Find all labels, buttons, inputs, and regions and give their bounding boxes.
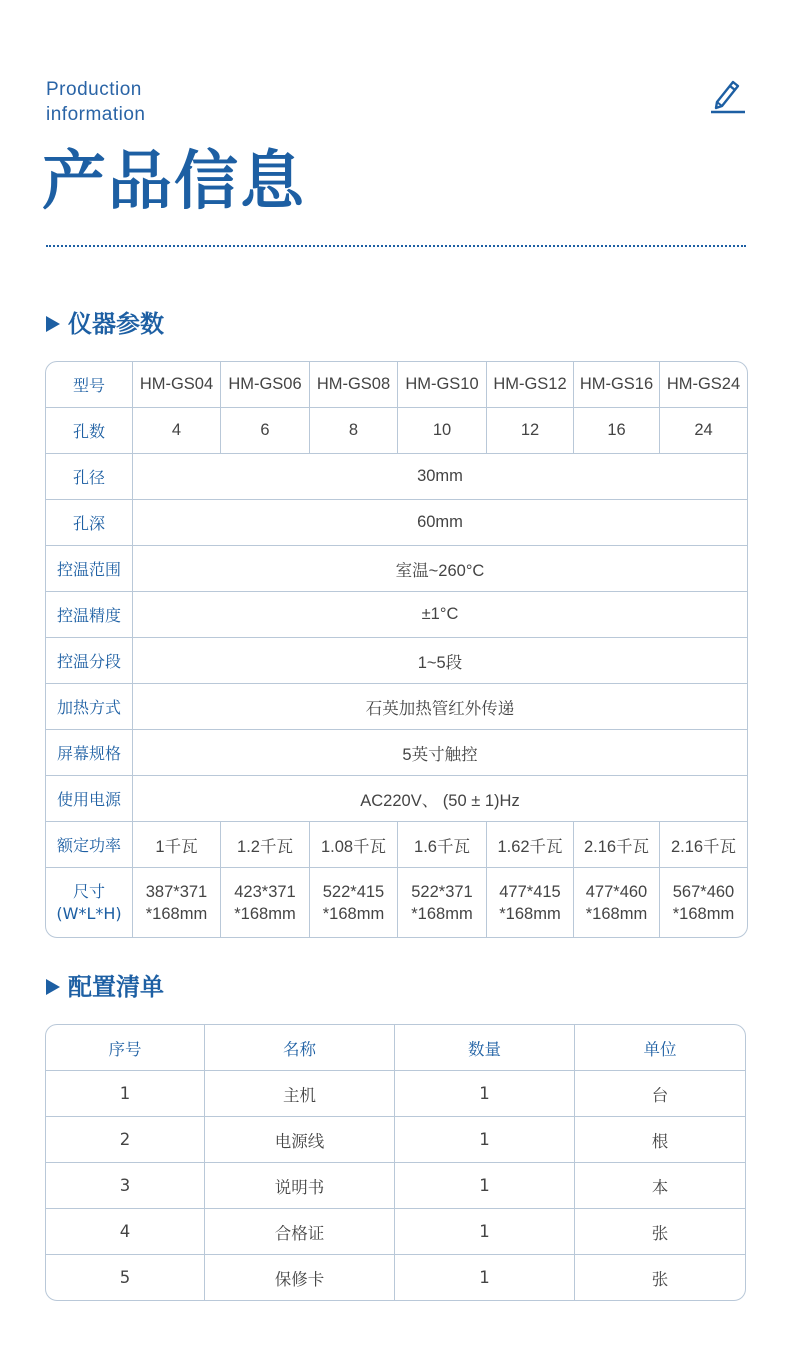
english-title-line2: information xyxy=(46,104,146,125)
dotted-divider xyxy=(46,245,746,247)
table-row xyxy=(46,408,747,454)
spec-table xyxy=(45,361,748,938)
model-cell: HM-GS10 xyxy=(398,362,487,408)
holes-cell: 12 xyxy=(487,408,574,454)
size-line2: *168mm xyxy=(672,904,735,923)
holes-cell: 16 xyxy=(574,408,660,454)
shared-value-cell: 60mm xyxy=(133,500,747,546)
size-line2: *168mm xyxy=(322,904,385,923)
table-row xyxy=(46,730,747,776)
table-cell: 1 xyxy=(395,1117,575,1163)
power-cell: 1.6千瓦 xyxy=(398,822,487,868)
size-line1: 522*371 xyxy=(411,882,473,901)
table-row xyxy=(46,500,747,546)
page-title: 产品信息 xyxy=(42,144,306,219)
table-row xyxy=(46,776,747,822)
size-line2: *168mm xyxy=(585,904,648,923)
holes-cell: 10 xyxy=(398,408,487,454)
size-line2: *168mm xyxy=(234,904,296,923)
size-cell xyxy=(398,868,487,937)
config-table xyxy=(45,1024,746,1301)
table-row xyxy=(46,592,747,638)
table-row xyxy=(46,1117,745,1163)
spec-section-title: 仪器参数 xyxy=(68,310,164,338)
model-cell: HM-GS12 xyxy=(487,362,574,408)
size-line2: *168mm xyxy=(499,904,561,923)
size-cell xyxy=(133,868,221,937)
size-line1: 423*371 xyxy=(234,882,296,901)
table-cell: 主机 xyxy=(205,1071,395,1117)
shared-value-cell: 室温~260°C xyxy=(133,546,747,592)
table-row xyxy=(46,1163,745,1209)
row-label: 屏幕规格 xyxy=(46,730,133,776)
power-cell: 1.08千瓦 xyxy=(310,822,398,868)
table-row xyxy=(46,1071,745,1117)
table-cell: 本 xyxy=(575,1163,745,1209)
shared-value-cell: 石英加热管红外传递 xyxy=(133,684,747,730)
table-cell: 说明书 xyxy=(205,1163,395,1209)
row-label: 加热方式 xyxy=(46,684,133,730)
table-cell: 1 xyxy=(395,1255,575,1300)
power-cell: 2.16千瓦 xyxy=(574,822,660,868)
table-row xyxy=(46,638,747,684)
table-cell: 合格证 xyxy=(205,1209,395,1255)
row-label: 控温分段 xyxy=(46,638,133,684)
shared-value-cell: 1~5段 xyxy=(133,638,747,684)
table-row xyxy=(46,454,747,500)
table-cell: 张 xyxy=(651,1269,669,1289)
row-label: 孔径 xyxy=(46,454,133,500)
size-cell xyxy=(221,868,310,937)
table-row xyxy=(46,1255,745,1300)
size-line1: 477*415 xyxy=(499,882,561,901)
size-line1: 477*460 xyxy=(585,882,648,901)
size-cell xyxy=(487,868,574,937)
shared-value-cell: AC220V、 (50 ± 1)Hz xyxy=(133,776,747,822)
holes-cell: 6 xyxy=(221,408,310,454)
config-section-heading xyxy=(46,972,164,1002)
row-label: 孔数 xyxy=(46,408,133,454)
column-header: 数量 xyxy=(395,1025,575,1071)
power-cell: 1.2千瓦 xyxy=(221,822,310,868)
table-row xyxy=(46,822,747,868)
row-label: 使用电源 xyxy=(46,776,133,822)
holes-cell: 8 xyxy=(310,408,398,454)
holes-cell: 4 xyxy=(133,408,221,454)
table-cell: 1 xyxy=(46,1071,205,1117)
size-label-line1: 尺寸 xyxy=(72,881,105,901)
size-line2: *168mm xyxy=(145,904,208,923)
size-cell xyxy=(310,868,398,937)
model-cell: HM-GS24 xyxy=(660,362,747,408)
model-cell: HM-GS04 xyxy=(133,362,221,408)
row-label: 孔深 xyxy=(46,500,133,546)
column-header: 名称 xyxy=(205,1025,395,1071)
english-title-line1: Production xyxy=(46,79,142,100)
table-row xyxy=(46,546,747,592)
table-cell: 1 xyxy=(395,1209,575,1255)
pen-edit-icon xyxy=(707,76,747,116)
model-cell: HM-GS06 xyxy=(221,362,310,408)
model-cell: HM-GS16 xyxy=(574,362,660,408)
table-cell: 保修卡 xyxy=(205,1255,395,1300)
shared-value-cell: 30mm xyxy=(133,454,747,500)
size-line2: *168mm xyxy=(411,904,473,923)
row-label: 控温范围 xyxy=(46,546,133,592)
size-line1: 387*371 xyxy=(145,882,208,901)
model-cell: HM-GS08 xyxy=(310,362,398,408)
size-line1: 522*415 xyxy=(322,882,385,901)
table-cell: 4 xyxy=(46,1209,205,1255)
table-cell: 1 xyxy=(395,1071,575,1117)
holes-cell: 24 xyxy=(660,408,747,454)
row-label xyxy=(46,868,133,937)
size-line1: 567*460 xyxy=(672,882,735,901)
power-cell: 1.62千瓦 xyxy=(487,822,574,868)
power-cell: 2.16千瓦 xyxy=(660,822,747,868)
row-label: 控温精度 xyxy=(46,592,133,638)
size-label-line2: (W*L*H) xyxy=(56,903,122,923)
size-cell xyxy=(574,868,660,937)
triangle-bullet-icon xyxy=(46,316,60,332)
spec-section-heading xyxy=(46,309,164,339)
config-section-title: 配置清单 xyxy=(68,973,164,1001)
table-cell: 根 xyxy=(575,1117,745,1163)
table-cell: 5 xyxy=(46,1255,205,1300)
row-label: 额定功率 xyxy=(46,822,133,868)
power-cell: 1千瓦 xyxy=(133,822,221,868)
english-title xyxy=(46,77,146,127)
column-header: 单位 xyxy=(575,1025,745,1071)
row-label: 型号 xyxy=(46,362,133,408)
table-row xyxy=(46,362,747,408)
table-cell: 3 xyxy=(46,1163,205,1209)
triangle-bullet-icon xyxy=(46,979,60,995)
shared-value-cell: ±1°C xyxy=(133,592,747,638)
table-cell: 张 xyxy=(575,1209,745,1255)
table-row xyxy=(46,868,747,937)
table-cell: 2 xyxy=(46,1117,205,1163)
table-header-row xyxy=(46,1025,745,1071)
table-cell: 电源线 xyxy=(205,1117,395,1163)
table-cell: 台 xyxy=(575,1071,745,1117)
column-header: 序号 xyxy=(46,1025,205,1071)
table-row xyxy=(46,684,747,730)
shared-value-cell: 5英寸触控 xyxy=(133,730,747,776)
table-row xyxy=(46,1209,745,1255)
size-cell xyxy=(660,868,747,937)
table-cell: 1 xyxy=(395,1163,575,1209)
